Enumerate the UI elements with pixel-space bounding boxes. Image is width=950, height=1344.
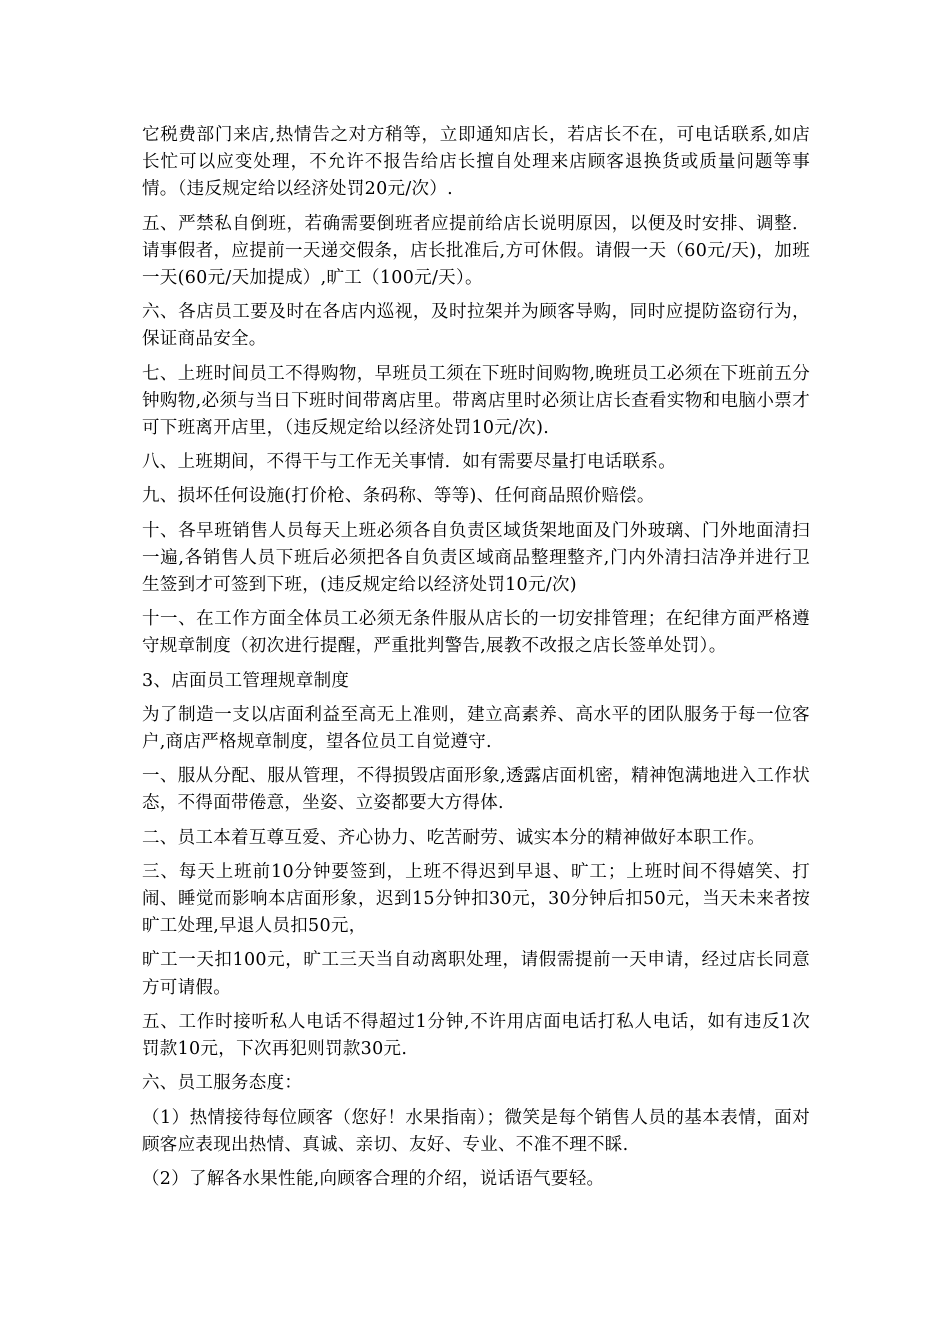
paragraph-2: 五、严禁私自倒班，若确需要倒班者应提前给店长说明原因，以便及时安排、调整．请事假者，应提前一天递交假条，店长批准后,方可休假。请假一天（60元/天)，加班一天(60元/天加提成）,旷工（100元/天）。 — [142, 213, 810, 289]
paragraph-5: 八、上班期间，不得干与工作无关事情．如有需要尽量打电话联系。 — [142, 452, 676, 473]
paragraph-1: 它税费部门来店,热情告之对方稍等，立即通知店长，若店长不在，可电话联系,如店长忙可以应变处理，不允许不报告给店长擅自处理来店顾客退换货或质量问题等事情。（违反规定给以经济处罚20元/次）. — [142, 125, 810, 200]
paragraph-12: 二、员工本着互尊互爱、齐心协力、吃苦耐劳、诚实本分的精神做好本职工作。 — [142, 827, 765, 848]
paragraph-16: 六、员工服务态度： — [142, 1073, 303, 1094]
paragraph-3: 六、各店员工要及时在各店内巡视，及时拉架并为顾客导购，同时应提防盗窃行为，保证商品安全。 — [142, 302, 810, 350]
paragraph-18: （2）了解各水果性能,向顾客合理的介绍，说话语气要轻。 — [142, 1168, 605, 1189]
paragraph-7: 十、各早班销售人员每天上班必须各自负责区域货架地面及门外玻璃、门外地面清扫一遍,各销售人员下班后必须把各自负责区域商品整理整齐,门内外清扫洁净并进行卫生签到才可签到下班，(违反规定给以经济处罚10元/次) — [142, 520, 810, 596]
section-heading: 3、店面员工管理规章制度 — [142, 670, 350, 691]
paragraph-15: 五、工作时接听私人电话不得超过1分钟,不许用店面电话打私人电话，如有违反1次罚款10元，下次再犯则罚款30元. — [142, 1011, 810, 1060]
paragraph-4: 七、上班时间员工不得购物，早班员工须在下班时间购物,晚班员工必须在下班前五分钟购物,必须与当日下班时间带离店里。带离店里时必须让店长查看实物和电脑小票才可下班离开店里，（违反规定给以经济处罚10元/次). — [142, 363, 810, 439]
paragraph-14: 旷工一天扣100元，旷工三天当自动离职处理，请假需提前一天申请，经过店长同意方可请假。 — [142, 950, 810, 998]
paragraph-8: 十一、在工作方面全体员工必须无条件服从店长的一切安排管理；在纪律方面严格遵守规章制度（初次进行提醒，严重批判警告,展教不改报之店长签单处罚）。 — [142, 609, 810, 657]
paragraph-10: 为了制造一支以店面利益至高无上准则，建立高素养、高水平的团队服务于每一位客户,商店严格规章制度，望各位员工自觉遵守. — [142, 704, 810, 753]
paragraph-11: 一、服从分配、服从管理，不得损毁店面形象,透露店面机密，精神饱满地进入工作状态，不得面带倦意，坐姿、立姿都要大方得体. — [142, 766, 810, 814]
paragraph-17: （1）热情接待每位顾客（您好！水果指南）；微笑是每个销售人员的基本表情，面对顾客应表现出热情、真诚、亲切、友好、专业、不准不理不睬. — [142, 1107, 810, 1155]
paragraph-13: 三、每天上班前10分钟要签到，上班不得迟到早退、旷工；上班时间不得嬉笑、打闹、睡觉而影响本店面形象，迟到15分钟扣30元，30分钟后扣50元，当天未来者按旷工处理,早退人员扣50元， — [142, 861, 810, 937]
paragraph-6: 九、损坏任何设施(打价枪、条码称、等等)、任何商品照价赔偿。 — [142, 486, 655, 507]
document-page — [142, 122, 810, 1200]
